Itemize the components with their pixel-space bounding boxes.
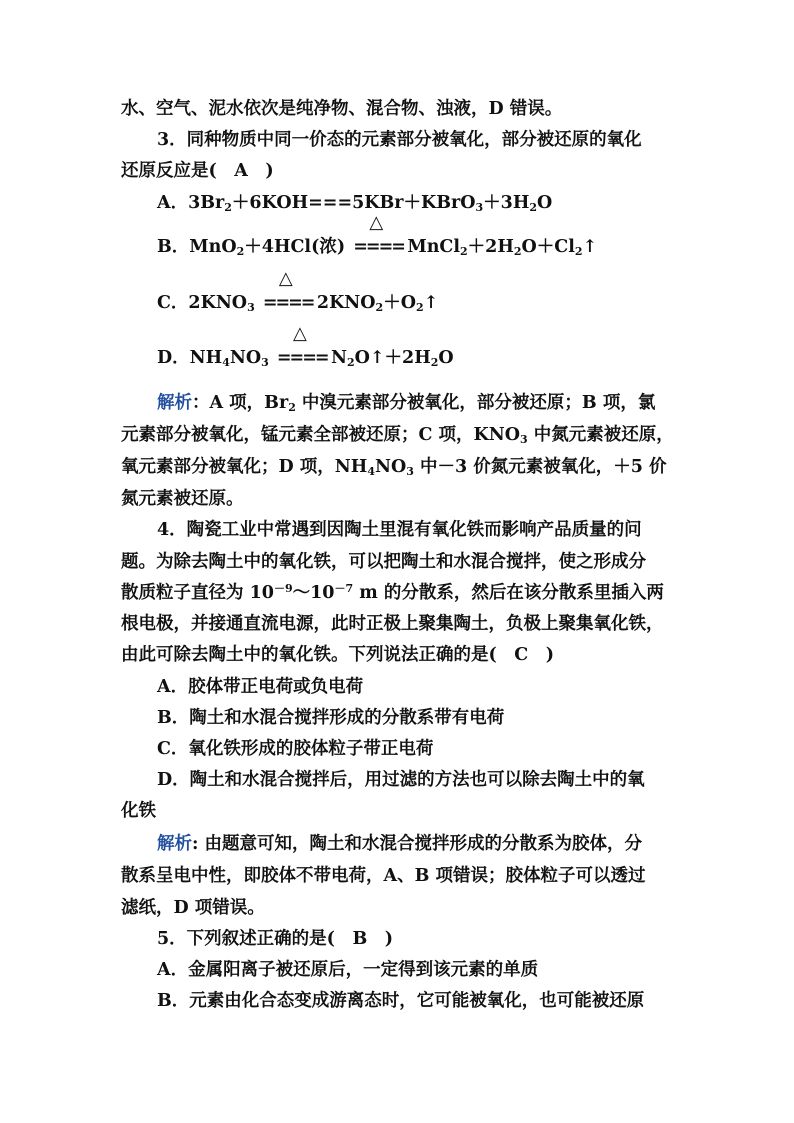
subscript: 2	[460, 245, 468, 258]
text: A．3Br	[157, 193, 225, 213]
question-3-stem-cont: 还原反应是( A )	[121, 161, 274, 181]
heating-equals-sign	[275, 323, 328, 370]
question-3-option-d	[157, 323, 454, 370]
analysis-label: 解析	[157, 834, 192, 854]
analysis-3-line-1	[157, 391, 655, 415]
subscript: 2	[529, 201, 538, 214]
text: ↑	[582, 237, 598, 257]
text: O	[537, 193, 553, 213]
text: ＋2H	[467, 237, 514, 257]
question-4-line-4: 根电极，并接通直流电源，此时正极上聚集陶土，负极上聚集氧化铁，	[121, 614, 664, 634]
text: D．NH	[157, 348, 223, 368]
subscript: 2	[430, 356, 439, 369]
subscript: 2	[513, 245, 522, 258]
text: 中－3 价氮元素被氧化，＋5 价	[413, 457, 667, 477]
text: C．2KNO	[157, 293, 248, 313]
text: 散质粒子直径为 10	[121, 583, 274, 603]
equals-bar: ====	[276, 348, 328, 368]
subscript: 2	[288, 401, 296, 414]
text: 中氮元素被还原，	[527, 425, 674, 445]
subscript: 3	[261, 356, 269, 369]
analysis-3-line-4: 氮元素被还原。	[121, 489, 244, 509]
heating-equals-sign	[351, 212, 404, 259]
superscript: －9	[273, 582, 293, 595]
question-4-option-d: D．陶土和水混合搅拌后，用过滤的方法也可以除去陶土中的氧	[157, 770, 645, 790]
text: ＋6KOH===5KBr＋KBrO	[231, 193, 476, 213]
text: ↑	[423, 293, 439, 313]
text-line: 水、空气、泥水依次是纯净物、混合物、浊液，D 错误。	[121, 99, 563, 119]
heat-triangle-icon: △	[369, 212, 384, 233]
subscript: 2	[574, 245, 583, 258]
question-4-line-2: 题。为除去陶土中的氧化铁，可以把陶土和水混合搅拌，使之形成分	[121, 552, 646, 572]
analysis-3-line-2	[121, 423, 674, 447]
question-3-option-b	[157, 212, 598, 259]
question-4-option-d-cont: 化铁	[121, 801, 156, 821]
subscript: 2	[375, 301, 384, 314]
text: ～10	[292, 583, 335, 603]
subscript: 3	[406, 465, 414, 478]
text: O↑＋2H	[354, 348, 431, 368]
text: ：A 项，Br	[192, 393, 289, 413]
analysis-4-line-2: 散系呈电中性，即胶体不带电荷，A、B 项错误；胶体粒子可以透过	[121, 866, 646, 886]
text: : 由题意可知，陶土和水混合搅拌形成的分散系为胶体，分	[192, 834, 643, 854]
subscript: 2	[415, 301, 424, 314]
superscript: －7	[334, 582, 354, 595]
heat-triangle-icon: △	[278, 268, 293, 289]
question-4-line-5: 由此可除去陶土中的氧化铁。下列说法正确的是( C )	[121, 645, 554, 665]
text: ＋3H	[483, 193, 530, 213]
heat-triangle-icon: △	[292, 323, 307, 344]
equals-bar: ====	[262, 293, 314, 313]
text: ＋O	[383, 293, 416, 313]
subscript: 3	[519, 433, 528, 446]
question-4-option-b: B．陶土和水混合搅拌形成的分散系带有电荷	[157, 708, 505, 728]
analysis-4-line-1	[157, 832, 642, 856]
subscript: 2	[224, 201, 232, 214]
heating-equals-sign	[261, 268, 314, 315]
text: N	[324, 348, 347, 368]
question-3-option-c	[157, 268, 439, 315]
analysis-label: 解析	[157, 393, 192, 413]
equals-bar: ====	[353, 237, 404, 257]
question-4-option-a: A．胶体带正电荷或负电荷	[157, 677, 364, 697]
analysis-3-line-3	[121, 455, 667, 479]
text: 2KNO	[310, 293, 376, 313]
subscript: 3	[247, 301, 255, 314]
subscript: 4	[222, 356, 230, 369]
text: O	[438, 348, 454, 368]
question-3-stem: 3．同种物质中同一价态的元素部分被氧化，部分被还原的氧化	[157, 130, 642, 150]
question-5-option-b: B．元素由化合态变成游离态时，它可能被氧化，也可能被还原	[157, 991, 645, 1011]
subscript: 2	[346, 356, 355, 369]
text: NO	[374, 457, 407, 477]
text: 元素部分被氧化，锰元素全部被还原；C 项，KNO	[121, 425, 520, 445]
text: MnCl	[401, 237, 461, 257]
subscript: 4	[367, 465, 375, 478]
subscript: 2	[236, 245, 245, 258]
text: 氧元素部分被氧化；D 项，NH	[121, 457, 368, 477]
text: 中溴元素部分被氧化，部分被还原；B 项，氯	[295, 393, 656, 413]
question-4-line-3	[121, 581, 664, 605]
question-4-option-c: C．氧化铁形成的胶体粒子带正电荷	[157, 739, 434, 759]
text: B．MnO	[157, 237, 237, 257]
question-5-option-a: A．金属阳离子被还原后，一定得到该元素的单质	[157, 960, 539, 980]
analysis-4-line-3: 滤纸，D 项错误。	[121, 898, 265, 918]
text: NO	[229, 348, 262, 368]
text: ＋4HCl(浓)	[244, 237, 352, 257]
question-5-stem: 5．下列叙述正确的是( B )	[157, 929, 394, 949]
subscript: 3	[475, 201, 484, 214]
text: m 的分散系，然后在该分散系里插入两	[353, 583, 664, 603]
question-4-line-1: 4．陶瓷工业中常遇到因陶土里混有氧化铁而影响产品质量的问	[157, 520, 642, 540]
text: O＋Cl	[521, 237, 575, 257]
